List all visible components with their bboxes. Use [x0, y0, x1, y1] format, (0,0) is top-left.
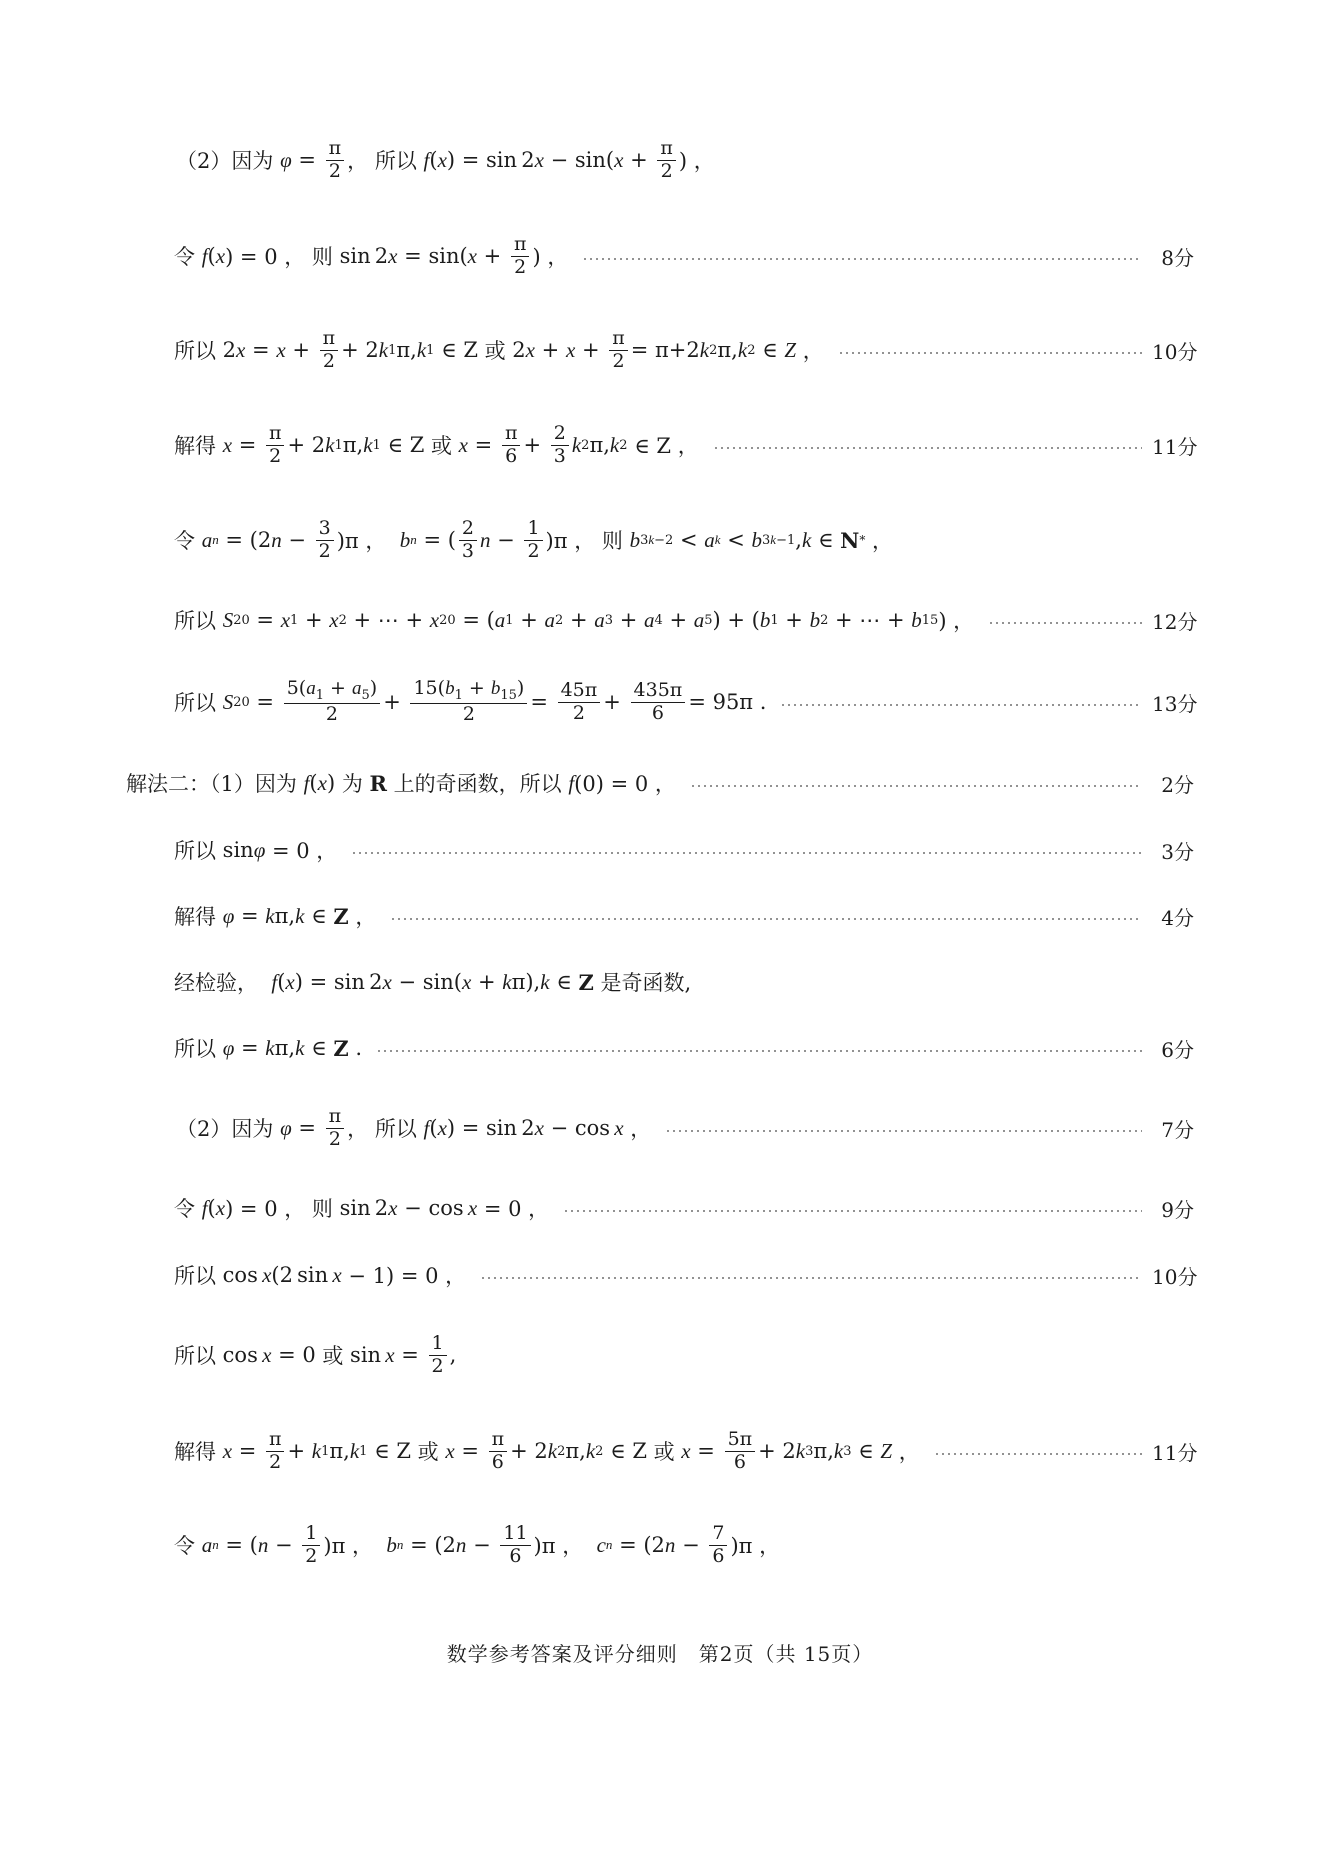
line-method2-intro: 解法二：（1）因为 f ( x ) 为 R 上的奇函数，所以 f (0) = 0 ， 2分: [0, 753, 1320, 813]
score-label: 2分: [1161, 772, 1194, 797]
line-solved-x: 解得 x = $\frac{\pi}{2}$ + 2 k 1 π, k 1 ∈ Z 或 x = $\frac{\pi}{6}$ + $\frac{2}{3}$ k 2 π, k 2 ∈ Z ， 11分: [174, 421, 1198, 467]
text: 解得: [174, 905, 216, 929]
score-label: 9分: [1161, 1197, 1194, 1222]
line-sin-phi-0: 所以 sin φ = 0 ， 3分: [0, 820, 1320, 880]
score-label: 4分: [1161, 905, 1194, 930]
text: （2）因为: [176, 149, 274, 173]
text: 解法二：（1）因为: [126, 772, 297, 796]
line-part2-phi: （2）因为 φ = $\frac{\pi}{2}$ ， 所以 f ( x ) = sin 2 x − sin( x + $\frac{\pi}{2}$ ) ，: [176, 136, 715, 182]
leader-dots: [351, 852, 1142, 854]
text: 所以: [374, 149, 417, 173]
line-phi-conclusion: 所以 φ = k π, k ∈ Z . 6分: [0, 1018, 1320, 1078]
leader-dots: [780, 704, 1142, 706]
leader-dots: [988, 622, 1142, 624]
leader-dots: [390, 918, 1142, 920]
text: 所以: [174, 1037, 216, 1061]
text: 则: [311, 1197, 333, 1221]
text: 或: [484, 339, 506, 363]
line-s20-sum: 所以 S 20 = x 1 + x 2 + ⋯ + x 20 = ( a 1 + a 2 + a 3 + a 4 + a 5 ) + ( b 1 + b 2 + ⋯ + b 15 ) ， 12分: [0, 590, 1320, 650]
text: 所以: [174, 839, 216, 863]
text: 所以: [174, 609, 216, 633]
text: 上的奇函数，所以: [393, 772, 562, 796]
score-label: 8分: [1161, 245, 1194, 270]
score-label: 11分: [1152, 434, 1198, 459]
line-cos-sin-values: 所以 cos x = 0 或 sin x = $\frac{1}{2}$ ,: [174, 1331, 457, 1377]
line-verification: 经检验， f ( x ) = sin 2 x − sin( x + k π), k ∈ Z 是奇函数,: [0, 952, 1320, 1012]
leader-dots: [480, 1277, 1142, 1279]
line-factor: 所以 cos x (2 sin x − 1) = 0 ， 10分: [0, 1245, 1320, 1305]
text: 令: [174, 1197, 195, 1221]
score-label: 7分: [1161, 1117, 1194, 1142]
leader-dots: [665, 1130, 1142, 1132]
text: 所以: [374, 1117, 417, 1141]
text: 为: [341, 772, 363, 796]
score-label: 10分: [1152, 1264, 1198, 1289]
text: 令: [174, 1534, 195, 1558]
text: 则: [311, 245, 333, 269]
text: 或: [417, 1440, 439, 1464]
leader-dots: [838, 352, 1142, 354]
text: 所以: [174, 339, 216, 363]
score-label: 6分: [1161, 1037, 1194, 1062]
score-label: 10分: [1152, 339, 1198, 364]
text: 所以: [174, 691, 216, 715]
leader-dots: [713, 447, 1142, 449]
text: 或: [653, 1440, 675, 1464]
leader-dots: [690, 785, 1142, 787]
line-let-fx-0-b: 令 f ( x ) = 0 ， 则 sin 2 x − cos x = 0 ， 9分: [0, 1178, 1320, 1238]
line-solved-x-three: 解得 x = $\frac{\pi}{2}$ + k 1 π, k 1 ∈ Z 或 x = $\frac{\pi}{6}$ + 2 k 2 π, k 2 ∈ Z 或 x = $\frac{5\pi}{6}$ + 2 k 3 π, k 3 ∈ Z ， 11分: [174, 1427, 1198, 1473]
score-label: 13分: [1152, 691, 1198, 716]
line-define-an-bn: 令 a n = (2 n − $\frac{3}{2}$ )π ， b n = ( $\frac{2}{3}$ n − $\frac{1}{2}$ )π ， 则 b 3k−2 < a k < b 3k−1 , k ∈ N * ，: [174, 516, 894, 562]
text: 令: [174, 245, 195, 269]
text: 解得: [174, 434, 216, 458]
leader-dots: [582, 258, 1142, 260]
line-let-fx-0: 令 f ( x ) = 0 ， 则 sin 2 x = sin( x + $\frac{\pi}{2}$ ) ， 8分: [174, 232, 1194, 278]
text: （2）因为: [176, 1117, 274, 1141]
score-label: 12分: [1152, 609, 1198, 634]
leader-dots: [934, 1453, 1142, 1455]
text: 经检验，: [174, 971, 258, 995]
text: 或: [430, 434, 452, 458]
text: 所以: [174, 1344, 216, 1368]
text: 令: [174, 529, 195, 553]
leader-dots: [376, 1050, 1142, 1052]
line-solution-cases: 所以 2 x = x + $\frac{\pi}{2}$ + 2 k 1 π, k 1 ∈ Z 或 2 x + x + $\frac{\pi}{2}$ = π+2 k 2 π, k 2 ∈ Z ， 10分: [174, 326, 1198, 372]
text: 则: [601, 529, 623, 553]
page-footer: 数学参考答案及评分细则 第2页（共 15页）: [446, 1642, 874, 1666]
text: 解得: [174, 1440, 216, 1464]
line-phi-kpi: 解得 φ = k π, k ∈ Z ， 4分: [0, 886, 1320, 946]
line-s20-result: 所以 S 20 = $\frac{5(a_1 + a_5)}{2}$ + $\frac{15(b_1 + b_{15})}{2}$ = $\frac{45\pi}{2}$ + $\frac{435\pi}{6}$ = 95π . 13分: [174, 676, 1198, 726]
leader-dots: [563, 1210, 1142, 1212]
text: 是奇函数,: [600, 971, 692, 995]
text: 所以: [174, 1264, 216, 1288]
score-label: 11分: [1152, 1440, 1198, 1465]
line-part2-cos: （2）因为 φ = $\frac{\pi}{2}$ ， 所以 f ( x ) = sin 2 x − cos x ， 7分: [176, 1104, 1194, 1150]
score-label: 3分: [1161, 839, 1194, 864]
text: 或: [322, 1344, 344, 1368]
line-define-an-bn-cn: 令 a n = ( n − $\frac{1}{2}$ )π ， b n = (2 n − $\frac{11}{6}$ )π ， c n = (2 n − $\frac{7}{6}$ )π ，: [174, 1521, 781, 1567]
